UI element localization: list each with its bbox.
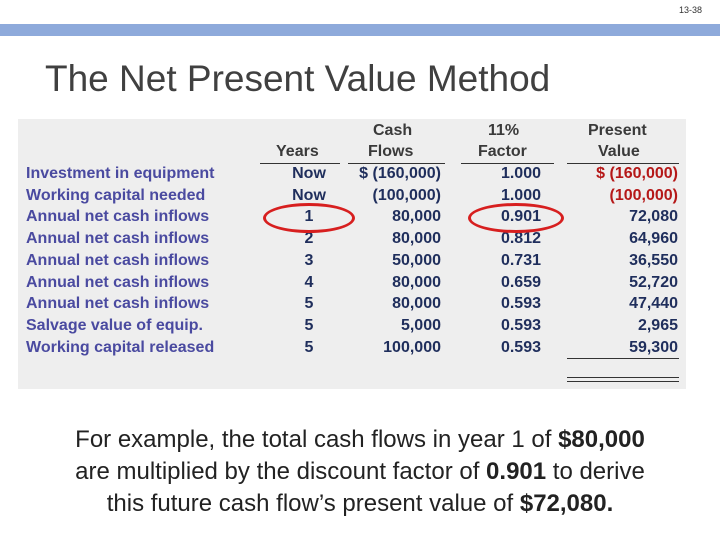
- row-present-value: 52,720: [629, 273, 678, 291]
- npv-table: [18, 119, 686, 389]
- row-present-value: 72,080: [629, 208, 678, 226]
- row-year: 5: [304, 295, 314, 313]
- row-cash-flow: 80,000: [392, 208, 441, 226]
- row-label: Annual net cash inflows: [26, 273, 210, 291]
- row-factor: 0.593: [500, 316, 541, 334]
- row-cash-flow: 5,000: [400, 316, 441, 334]
- highlight-oval-year: [263, 203, 355, 233]
- row-present-value: 64,960: [629, 230, 678, 248]
- row-factor: 0.812: [500, 230, 541, 248]
- row-year: Now: [292, 186, 326, 204]
- header-value: Value: [598, 143, 640, 160]
- row-year: 3: [304, 251, 314, 269]
- row-year: 1: [304, 208, 314, 226]
- total-underline: [567, 358, 679, 359]
- caption-line-1: For example, the total cash flows in year 1 of $80,000: [75, 426, 645, 453]
- row-cash-flow: (100,000): [372, 186, 441, 204]
- caption-line-3: this future cash flow’s present value of $72,080.: [106, 490, 614, 517]
- double-underline: [567, 381, 679, 382]
- row-label: Annual net cash inflows: [26, 208, 210, 226]
- row-factor: 0.593: [500, 295, 541, 313]
- header-cash: Cash: [373, 122, 413, 139]
- caption-factor: 0.901: [486, 458, 547, 485]
- header-flows: Flows: [368, 143, 414, 160]
- row-label: Investment in equipment: [26, 165, 215, 182]
- row-year: 2: [304, 230, 314, 248]
- row-factor: 0.901: [500, 208, 541, 226]
- row-factor: 0.659: [500, 273, 541, 291]
- row-year: 4: [304, 273, 314, 291]
- row-cash-flow: 50,000: [392, 251, 441, 269]
- row-label: Annual net cash inflows: [26, 295, 210, 313]
- header-factor: Factor: [478, 143, 527, 160]
- row-present-value: 59,300: [629, 338, 678, 356]
- row-factor: 0.731: [500, 251, 541, 269]
- header-years: Years: [276, 143, 319, 160]
- header-rate: 11%: [488, 122, 520, 139]
- row-cash-flow: 80,000: [392, 273, 441, 291]
- row-present-value: 36,550: [629, 251, 678, 269]
- caption: [0, 424, 720, 520]
- row-present-value: 2,965: [637, 316, 678, 334]
- row-factor: 0.593: [500, 338, 541, 356]
- row-present-value: $ (160,000): [596, 165, 678, 182]
- row-factor: 1.000: [500, 186, 541, 204]
- row-label: Working capital needed: [26, 186, 206, 204]
- row-cash-flow: 80,000: [392, 230, 441, 248]
- row-label: Salvage value of equip.: [26, 316, 203, 334]
- caption-line-2: are multiplied by the discount factor of 0.901 to derive: [75, 458, 645, 485]
- slide-number: 13-38: [678, 5, 702, 15]
- row-cash-flow: 100,000: [383, 338, 441, 356]
- caption-present-value: $72,080.: [519, 490, 614, 517]
- highlight-oval-factor: [468, 203, 564, 233]
- row-label: Annual net cash inflows: [26, 230, 210, 248]
- row-label: Annual net cash inflows: [26, 251, 210, 269]
- header-present: Present: [588, 122, 647, 139]
- row-present-value: (100,000): [609, 186, 678, 204]
- row-cash-flow: 80,000: [392, 295, 441, 313]
- row-label: Working capital released: [26, 338, 215, 356]
- header-bar: [0, 24, 720, 36]
- row-factor: 1.000: [500, 165, 541, 182]
- page-title: The Net Present Value Method: [45, 58, 551, 99]
- row-year: 5: [304, 316, 314, 334]
- caption-cash-flow: $80,000: [558, 426, 645, 453]
- row-year: Now: [292, 165, 326, 182]
- row-year: 5: [304, 338, 314, 356]
- row-cash-flow: $ (160,000): [359, 165, 441, 182]
- double-underline: [567, 377, 679, 378]
- row-present-value: 47,440: [629, 295, 678, 313]
